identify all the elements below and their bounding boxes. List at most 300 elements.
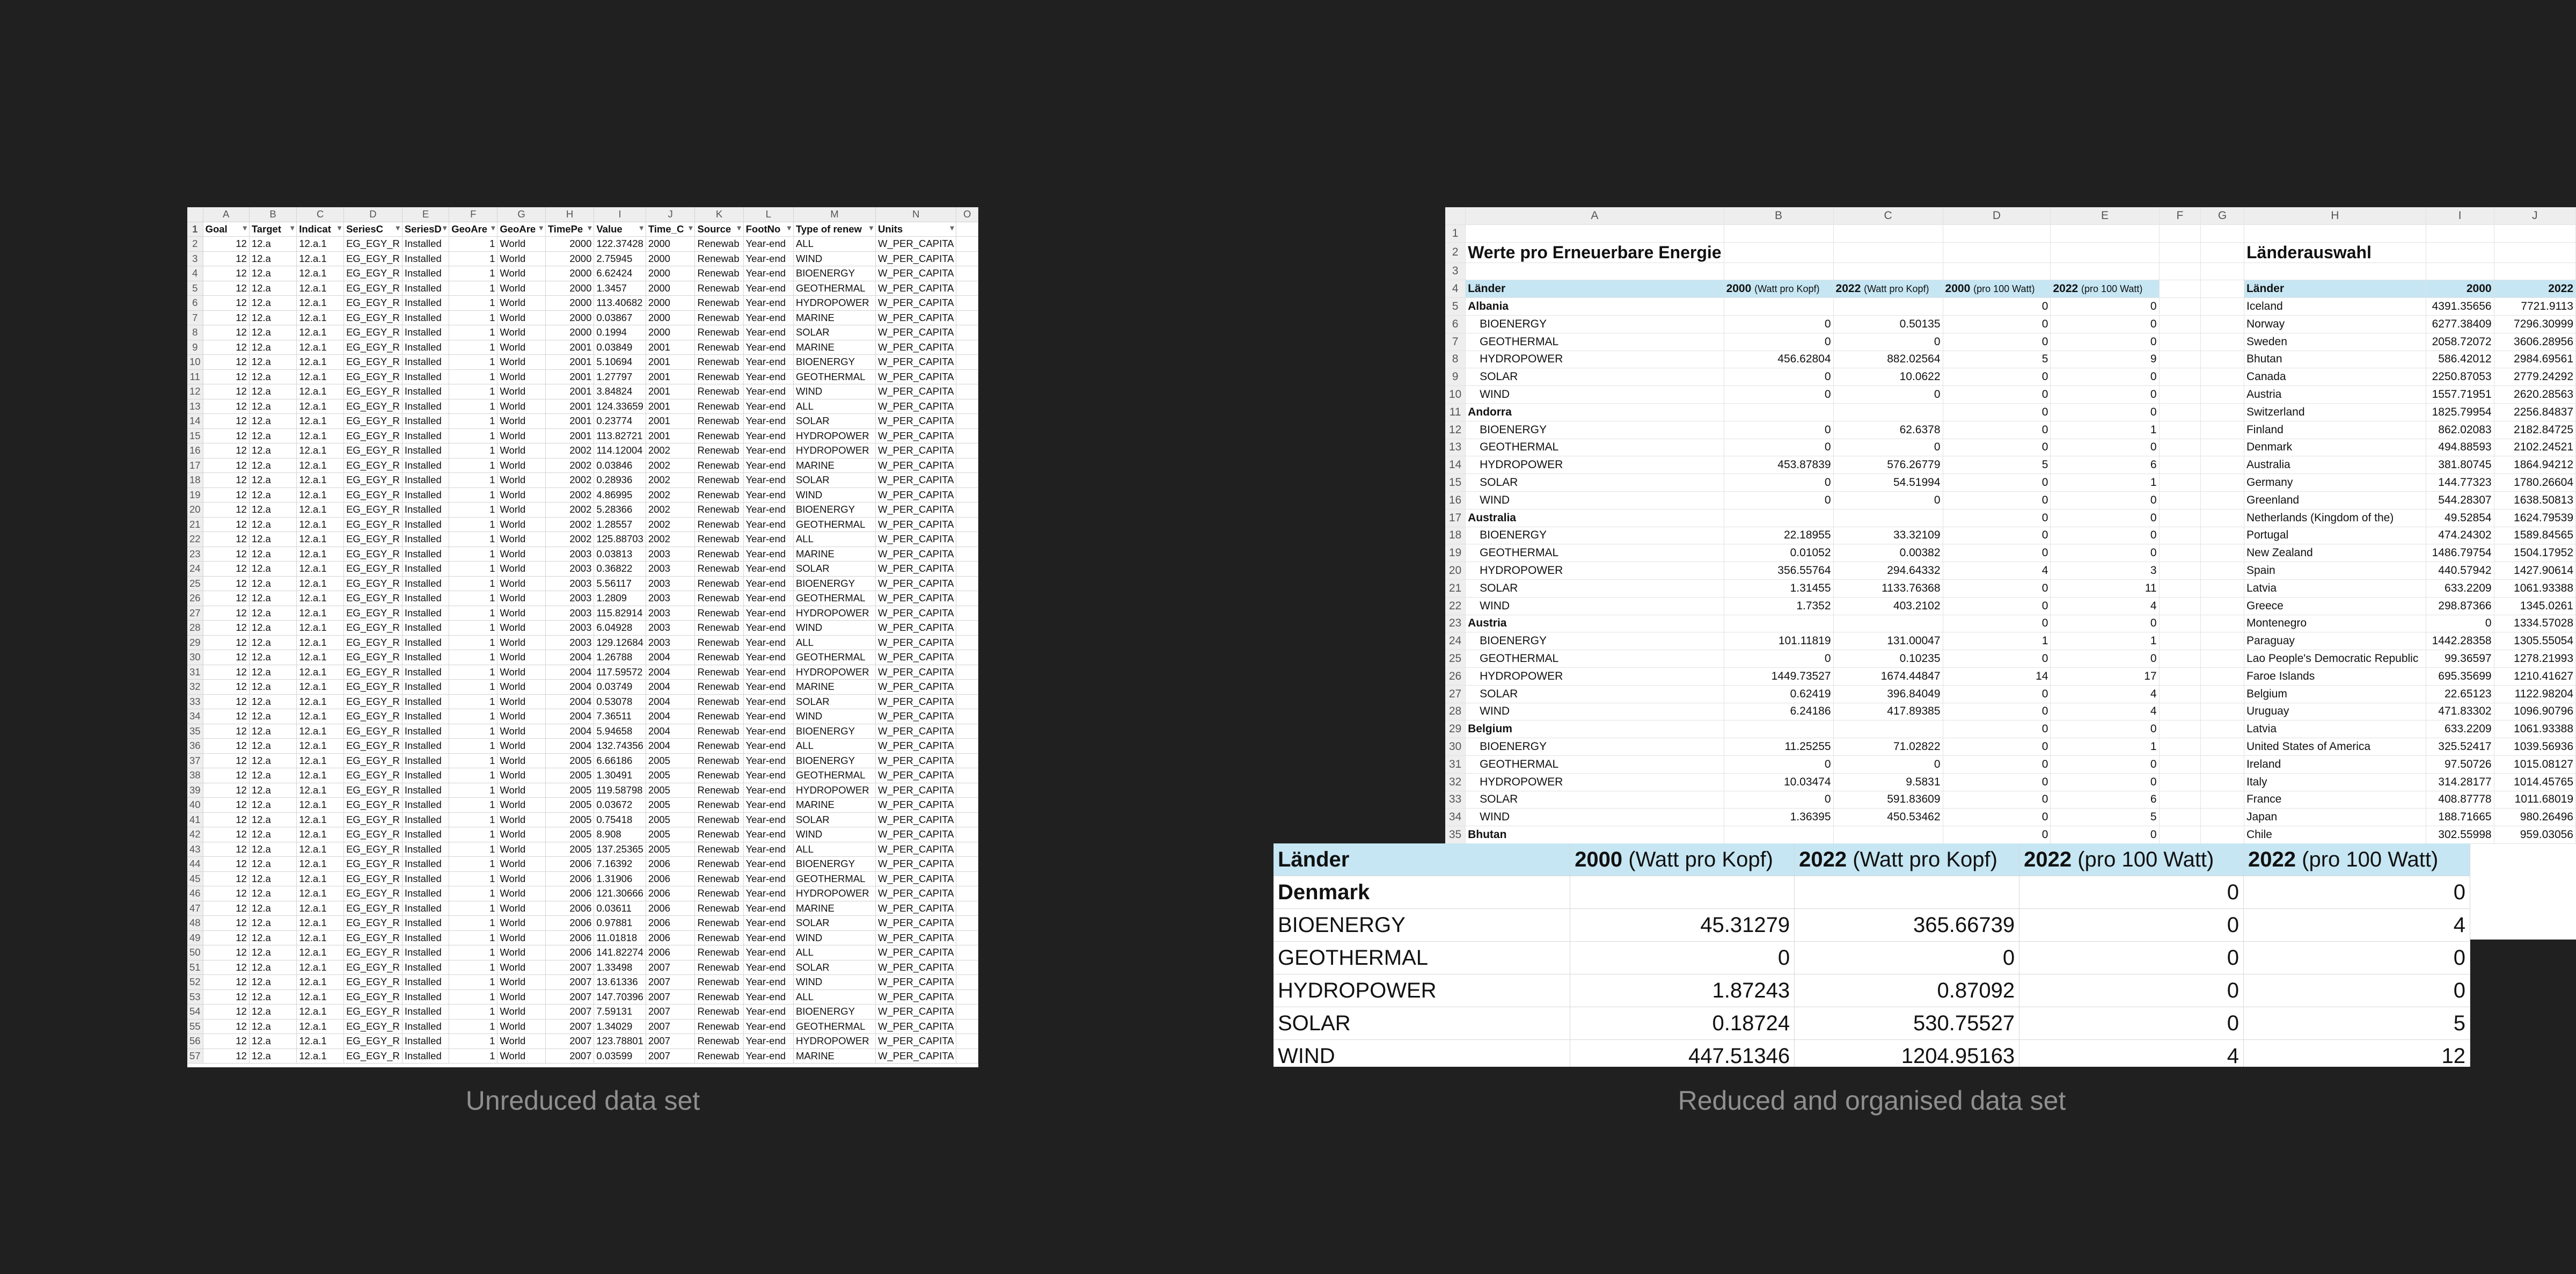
data-cell[interactable]: 12.a [249,532,296,547]
value-cell[interactable]: 0 [1724,791,1833,809]
data-cell[interactable]: Year-end [743,458,793,473]
energy-type[interactable]: BIOENERGY [1466,527,1724,544]
data-cell[interactable]: 12.a.1 [297,1049,344,1064]
data-cell[interactable]: 12.a [249,384,296,399]
data-cell[interactable]: ALL [793,635,875,650]
data-cell[interactable]: World [497,621,545,636]
row-number[interactable]: 2 [1445,242,1466,263]
empty-cell[interactable] [2201,597,2244,615]
data-cell[interactable]: 12.a.1 [297,355,344,370]
data-cell[interactable]: 12 [203,576,249,591]
data-cell[interactable]: 12 [203,340,249,355]
data-cell[interactable]: Renewab [695,960,743,975]
data-cell[interactable]: 2005 [646,798,695,813]
column-letter[interactable]: F [2159,207,2201,224]
data-cell[interactable]: EG_EGY_R [344,266,402,281]
data-cell[interactable]: EG_EGY_R [344,237,402,252]
data-cell[interactable]: 2001 [545,428,594,443]
data-cell[interactable]: 2002 [646,532,695,547]
data-cell[interactable]: World [497,532,545,547]
value-cell[interactable] [1833,720,1943,738]
data-cell[interactable]: Renewab [695,886,743,901]
data-cell[interactable]: 2007 [646,1004,695,1020]
data-cell[interactable]: 12.a.1 [297,1004,344,1020]
data-cell[interactable]: ALL [793,739,875,754]
data-cell[interactable]: 12 [203,650,249,665]
side-value-2022[interactable]: 1638.50813 [2494,491,2575,509]
data-cell[interactable]: 1 [449,310,497,325]
empty-cell[interactable] [956,532,978,547]
data-cell[interactable]: 6.04928 [594,621,646,636]
data-cell[interactable]: 12.a [249,562,296,577]
data-cell[interactable]: 0.36822 [594,562,646,577]
empty-cell[interactable] [2159,315,2201,333]
empty-cell[interactable] [2051,224,2159,242]
row-number[interactable]: 10 [1445,386,1466,404]
empty-cell[interactable] [2201,562,2244,580]
row-number[interactable]: 33 [1445,791,1466,809]
side-country[interactable]: Montenegro [2244,615,2426,632]
side-country[interactable]: Finland [2244,421,2426,439]
empty-cell[interactable] [1833,263,1943,280]
empty-cell[interactable] [956,916,978,931]
side-value-2000[interactable]: 1825.79954 [2426,403,2494,421]
side-header-2000[interactable]: 2000 [2426,280,2494,298]
data-cell[interactable]: SOLAR [793,812,875,827]
side-country[interactable]: Ireland [2244,755,2426,773]
side-value-2000[interactable]: 4391.35656 [2426,298,2494,316]
data-cell[interactable]: 1 [449,473,497,488]
value-cell[interactable]: 71.02822 [1833,738,1943,756]
side-value-2022[interactable]: 1096.90796 [2494,703,2575,720]
value-cell[interactable]: 0 [1943,368,2051,386]
data-cell[interactable]: 1 [449,1034,497,1049]
data-cell[interactable]: 2007 [646,1019,695,1034]
data-cell[interactable]: Installed [402,871,449,886]
data-cell[interactable]: W_PER_CAPITA [875,798,956,813]
data-cell[interactable]: 12 [203,975,249,990]
row-number[interactable]: 14 [1445,456,1466,474]
filter-dropdown-icon[interactable]: ▾ [689,223,693,232]
country-name[interactable]: Albania [1466,298,1724,316]
value-cell[interactable]: 0 [1833,386,1943,404]
data-cell[interactable]: 12.a.1 [297,591,344,606]
empty-cell[interactable] [956,739,978,754]
data-cell[interactable]: World [497,989,545,1004]
data-cell[interactable]: Installed [402,989,449,1004]
side-country[interactable]: Paraguay [2244,632,2426,650]
data-cell[interactable]: 1 [449,237,497,252]
data-cell[interactable]: 12 [203,487,249,503]
data-cell[interactable]: 12.a [249,1019,296,1034]
data-cell[interactable]: Year-end [743,798,793,813]
side-value-2022[interactable]: 1015.08127 [2494,755,2575,773]
row-number[interactable]: 29 [187,635,203,650]
value-cell[interactable]: 1449.73527 [1724,667,1833,685]
value-cell[interactable]: 54.51994 [1833,474,1943,492]
data-cell[interactable]: Year-end [743,753,793,768]
data-cell[interactable]: 12 [203,842,249,857]
empty-cell[interactable] [2201,242,2244,263]
data-cell[interactable]: 12 [203,621,249,636]
data-cell[interactable]: 2001 [545,399,594,414]
empty-cell[interactable] [1724,224,1833,242]
data-cell[interactable]: 2005 [545,798,594,813]
data-cell[interactable]: 2004 [646,650,695,665]
filter-dropdown-icon[interactable]: ▾ [243,223,247,232]
data-cell[interactable]: 1 [449,857,497,872]
data-cell[interactable]: World [497,310,545,325]
energy-type[interactable]: WIND [1466,491,1724,509]
data-cell[interactable]: GEOTHERMAL [793,517,875,532]
data-cell[interactable]: World [497,768,545,783]
value-cell[interactable]: 0 [1724,333,1833,351]
energy-type[interactable]: SOLAR [1466,368,1724,386]
value-cell[interactable]: 0 [1943,615,2051,632]
data-cell[interactable]: 0.03849 [594,340,646,355]
filter-dropdown-icon[interactable]: ▾ [491,223,495,232]
data-cell[interactable]: 12 [203,768,249,783]
value-cell[interactable]: 0 [2051,386,2159,404]
data-cell[interactable]: Renewab [695,547,743,562]
data-cell[interactable]: EG_EGY_R [344,665,402,680]
data-cell[interactable]: 2002 [646,503,695,518]
empty-cell[interactable] [2201,615,2244,632]
data-cell[interactable]: Year-end [743,842,793,857]
empty-cell[interactable] [956,960,978,975]
value-cell[interactable]: 0 [1943,439,2051,456]
data-cell[interactable]: 12.a.1 [297,266,344,281]
data-cell[interactable]: 1 [449,384,497,399]
row-number[interactable]: 14 [187,414,203,429]
data-cell[interactable]: 12.a [249,296,296,311]
side-value-2022[interactable]: 2620.28563 [2494,386,2575,404]
side-value-2000[interactable]: 97.50726 [2426,755,2494,773]
filter-dropdown-icon[interactable]: ▾ [950,223,954,232]
value-cell[interactable]: 0 [1943,544,2051,562]
data-cell[interactable]: Year-end [743,812,793,827]
side-value-2022[interactable]: 7721.9113 [2494,298,2575,316]
data-cell[interactable]: 12 [203,237,249,252]
side-country[interactable]: Switzerland [2244,403,2426,421]
column-header-land[interactable]: Länder [1466,280,1724,298]
data-cell[interactable]: 2002 [646,487,695,503]
value-cell[interactable]: 0 [1943,333,2051,351]
side-value-2000[interactable]: 314.28177 [2426,773,2494,791]
data-cell[interactable]: 12.a.1 [297,428,344,443]
side-country[interactable]: Austria [2244,386,2426,404]
side-value-2022[interactable]: 1624.79539 [2494,509,2575,527]
data-cell[interactable]: EG_EGY_R [344,975,402,990]
column-header-cell[interactable] [402,222,449,237]
empty-cell[interactable] [2159,773,2201,791]
data-cell[interactable]: 12.a.1 [297,871,344,886]
data-cell[interactable]: Installed [402,591,449,606]
data-cell[interactable]: W_PER_CAPITA [875,812,956,827]
data-cell[interactable]: 12 [203,532,249,547]
data-cell[interactable]: Renewab [695,443,743,458]
data-cell[interactable]: 2.75945 [594,251,646,266]
data-cell[interactable]: 1.33498 [594,960,646,975]
empty-cell[interactable] [2159,826,2201,844]
value-cell[interactable]: 0 [1943,685,2051,703]
value-cell[interactable]: 0 [1724,386,1833,404]
filter-dropdown-icon[interactable]: ▾ [639,223,643,232]
data-cell[interactable]: 12 [203,296,249,311]
data-cell[interactable]: Renewab [695,1049,743,1064]
empty-cell[interactable] [2201,224,2244,242]
data-cell[interactable]: EG_EGY_R [344,621,402,636]
data-cell[interactable]: Year-end [743,901,793,916]
data-cell[interactable]: 2004 [646,709,695,724]
data-cell[interactable]: 12.a.1 [297,296,344,311]
data-cell[interactable]: Renewab [695,399,743,414]
value-cell[interactable]: 0 [1724,650,1833,668]
data-cell[interactable]: Renewab [695,945,743,960]
data-cell[interactable]: Year-end [743,635,793,650]
value-cell[interactable]: 450.53462 [1833,809,1943,826]
side-value-2000[interactable]: 2058.72072 [2426,333,2494,351]
data-cell[interactable]: W_PER_CAPITA [875,340,956,355]
data-cell[interactable]: 132.74356 [594,739,646,754]
data-cell[interactable]: Year-end [743,487,793,503]
data-cell[interactable]: 12.a [249,680,296,695]
data-cell[interactable]: W_PER_CAPITA [875,827,956,842]
row-number[interactable]: 17 [1445,509,1466,527]
row-number[interactable]: 24 [1445,632,1466,650]
row-number[interactable]: 20 [1445,562,1466,580]
data-cell[interactable]: 141.82274 [594,945,646,960]
data-cell[interactable]: World [497,871,545,886]
data-cell[interactable]: 12.a [249,340,296,355]
side-country[interactable]: Germany [2244,474,2426,492]
data-cell[interactable]: Year-end [743,650,793,665]
data-cell[interactable]: EG_EGY_R [344,517,402,532]
data-cell[interactable]: 2007 [545,960,594,975]
data-cell[interactable]: 12 [203,724,249,739]
data-cell[interactable]: EG_EGY_R [344,989,402,1004]
data-cell[interactable]: 2000 [545,266,594,281]
energy-type[interactable]: SOLAR [1466,579,1724,597]
value-cell[interactable]: 453.87839 [1724,456,1833,474]
empty-cell[interactable] [2201,773,2244,791]
value-cell[interactable]: 5 [1943,351,2051,368]
data-cell[interactable]: 113.40682 [594,296,646,311]
data-cell[interactable]: EG_EGY_R [344,296,402,311]
data-cell[interactable]: 12 [203,281,249,296]
data-cell[interactable]: 12.a.1 [297,487,344,503]
data-cell[interactable]: 0.03846 [594,458,646,473]
empty-cell[interactable] [2201,456,2244,474]
data-cell[interactable]: W_PER_CAPITA [875,960,956,975]
data-cell[interactable]: 12 [203,798,249,813]
data-cell[interactable]: W_PER_CAPITA [875,680,956,695]
data-cell[interactable]: 2007 [545,1049,594,1064]
data-cell[interactable]: 122.37428 [594,237,646,252]
side-value-2000[interactable]: 6277.38409 [2426,315,2494,333]
data-cell[interactable]: 12.a.1 [297,458,344,473]
side-value-2000[interactable]: 633.2209 [2426,579,2494,597]
data-cell[interactable]: Year-end [743,665,793,680]
value-cell[interactable]: 403.2102 [1833,597,1943,615]
data-cell[interactable]: 2007 [646,975,695,990]
data-cell[interactable]: 12 [203,680,249,695]
data-cell[interactable]: Renewab [695,606,743,621]
value-cell[interactable]: 6 [2051,791,2159,809]
data-cell[interactable]: 1 [449,325,497,340]
data-cell[interactable]: 12.a [249,547,296,562]
data-cell[interactable]: World [497,665,545,680]
row-number[interactable]: 18 [1445,527,1466,544]
energy-type[interactable]: GEOTHERMAL [1466,650,1724,668]
row-number[interactable]: 13 [1445,439,1466,456]
data-cell[interactable]: Year-end [743,473,793,488]
data-cell[interactable]: EG_EGY_R [344,694,402,709]
data-cell[interactable]: 12 [203,960,249,975]
data-cell[interactable]: World [497,680,545,695]
empty-cell[interactable] [956,310,978,325]
empty-cell[interactable] [2159,403,2201,421]
column-letter[interactable]: K [695,207,743,222]
data-cell[interactable]: 12 [203,310,249,325]
data-cell[interactable]: W_PER_CAPITA [875,1004,956,1020]
data-cell[interactable]: SOLAR [793,414,875,429]
data-cell[interactable]: 1 [449,399,497,414]
empty-cell[interactable] [956,458,978,473]
value-cell[interactable] [1833,403,1943,421]
data-cell[interactable]: 2003 [545,547,594,562]
data-cell[interactable]: 2002 [545,503,594,518]
value-cell[interactable]: 294.64332 [1833,562,1943,580]
empty-cell[interactable] [956,591,978,606]
data-cell[interactable]: EG_EGY_R [344,1049,402,1064]
value-cell[interactable]: 0 [1724,491,1833,509]
value-cell[interactable] [1833,615,1943,632]
value-cell[interactable]: 0 [2051,333,2159,351]
side-country[interactable]: Spain [2244,562,2426,580]
side-value-2000[interactable]: 188.71665 [2426,809,2494,826]
side-header-2022[interactable]: 2022 [2494,280,2575,298]
value-cell[interactable]: 10.0622 [1833,368,1943,386]
data-cell[interactable]: 12 [203,443,249,458]
data-cell[interactable]: World [497,724,545,739]
data-cell[interactable]: Installed [402,960,449,975]
empty-cell[interactable] [2051,263,2159,280]
energy-type[interactable]: WIND [1466,597,1724,615]
data-cell[interactable]: Renewab [695,724,743,739]
data-cell[interactable]: 12 [203,783,249,798]
data-cell[interactable]: World [497,975,545,990]
column-letter[interactable]: D [1943,207,2051,224]
value-cell[interactable]: 0 [1724,315,1833,333]
data-cell[interactable]: 12.a.1 [297,886,344,901]
empty-cell[interactable] [2201,421,2244,439]
side-country[interactable]: Japan [2244,809,2426,826]
data-cell[interactable]: Year-end [743,296,793,311]
data-cell[interactable]: 1 [449,989,497,1004]
data-cell[interactable]: Year-end [743,768,793,783]
data-cell[interactable]: World [497,930,545,945]
data-cell[interactable]: Installed [402,827,449,842]
data-cell[interactable]: Installed [402,798,449,813]
data-cell[interactable]: 2006 [545,916,594,931]
data-cell[interactable]: BIOENERGY [793,503,875,518]
column-letter[interactable]: C [1833,207,1943,224]
value-cell[interactable]: 356.55764 [1724,562,1833,580]
row-number[interactable]: 5 [1445,298,1466,316]
data-cell[interactable]: 1 [449,709,497,724]
data-cell[interactable]: Installed [402,384,449,399]
data-cell[interactable]: 1.2809 [594,591,646,606]
empty-cell[interactable] [2201,650,2244,668]
data-cell[interactable]: W_PER_CAPITA [875,783,956,798]
row-number[interactable]: 43 [187,842,203,857]
data-cell[interactable]: 12.a.1 [297,783,344,798]
data-cell[interactable]: Installed [402,414,449,429]
row-number[interactable]: 47 [187,901,203,916]
data-cell[interactable]: 1.28557 [594,517,646,532]
row-number[interactable]: 9 [1445,368,1466,386]
side-value-2022[interactable]: 1039.56936 [2494,738,2575,756]
data-cell[interactable]: WIND [793,930,875,945]
row-number[interactable]: 22 [1445,597,1466,615]
data-cell[interactable]: 2002 [545,473,594,488]
data-cell[interactable]: 2001 [646,355,695,370]
row-number[interactable]: 33 [187,694,203,709]
side-country[interactable]: Chile [2244,826,2426,844]
data-cell[interactable]: World [497,428,545,443]
data-cell[interactable]: 2002 [646,473,695,488]
empty-cell[interactable] [956,901,978,916]
empty-cell[interactable] [2201,368,2244,386]
row-number[interactable]: 1 [1445,224,1466,242]
data-cell[interactable]: World [497,960,545,975]
data-cell[interactable]: 12.a.1 [297,606,344,621]
data-cell[interactable]: 2001 [545,340,594,355]
data-cell[interactable]: 12.a [249,473,296,488]
energy-type[interactable]: WIND [1466,386,1724,404]
row-number[interactable]: 38 [187,768,203,783]
column-header-year[interactable] [1943,280,2051,298]
data-cell[interactable]: W_PER_CAPITA [875,547,956,562]
data-cell[interactable]: 12.a.1 [297,945,344,960]
data-cell[interactable]: Installed [402,355,449,370]
filter-dropdown-icon[interactable]: ▾ [869,223,873,232]
empty-cell[interactable] [2159,667,2201,685]
data-cell[interactable]: 2003 [646,576,695,591]
data-cell[interactable]: 1 [449,576,497,591]
data-cell[interactable]: 2003 [545,591,594,606]
column-letter[interactable]: I [594,207,646,222]
data-cell[interactable]: 12.a [249,857,296,872]
side-value-2022[interactable]: 1345.0261 [2494,597,2575,615]
empty-cell[interactable] [2201,685,2244,703]
column-header-cell[interactable] [695,222,743,237]
data-cell[interactable]: 1 [449,369,497,384]
data-cell[interactable]: Renewab [695,739,743,754]
data-cell[interactable]: Installed [402,310,449,325]
value-cell[interactable]: 0 [1943,474,2051,492]
column-letter[interactable]: E [2051,207,2159,224]
value-cell[interactable] [1724,403,1833,421]
data-cell[interactable]: 12 [203,251,249,266]
value-cell[interactable] [1724,720,1833,738]
value-cell[interactable]: 0 [2051,298,2159,316]
column-letter[interactable]: J [2494,207,2575,224]
data-cell[interactable]: GEOTHERMAL [793,1019,875,1034]
empty-cell[interactable] [956,355,978,370]
data-cell[interactable]: Installed [402,930,449,945]
